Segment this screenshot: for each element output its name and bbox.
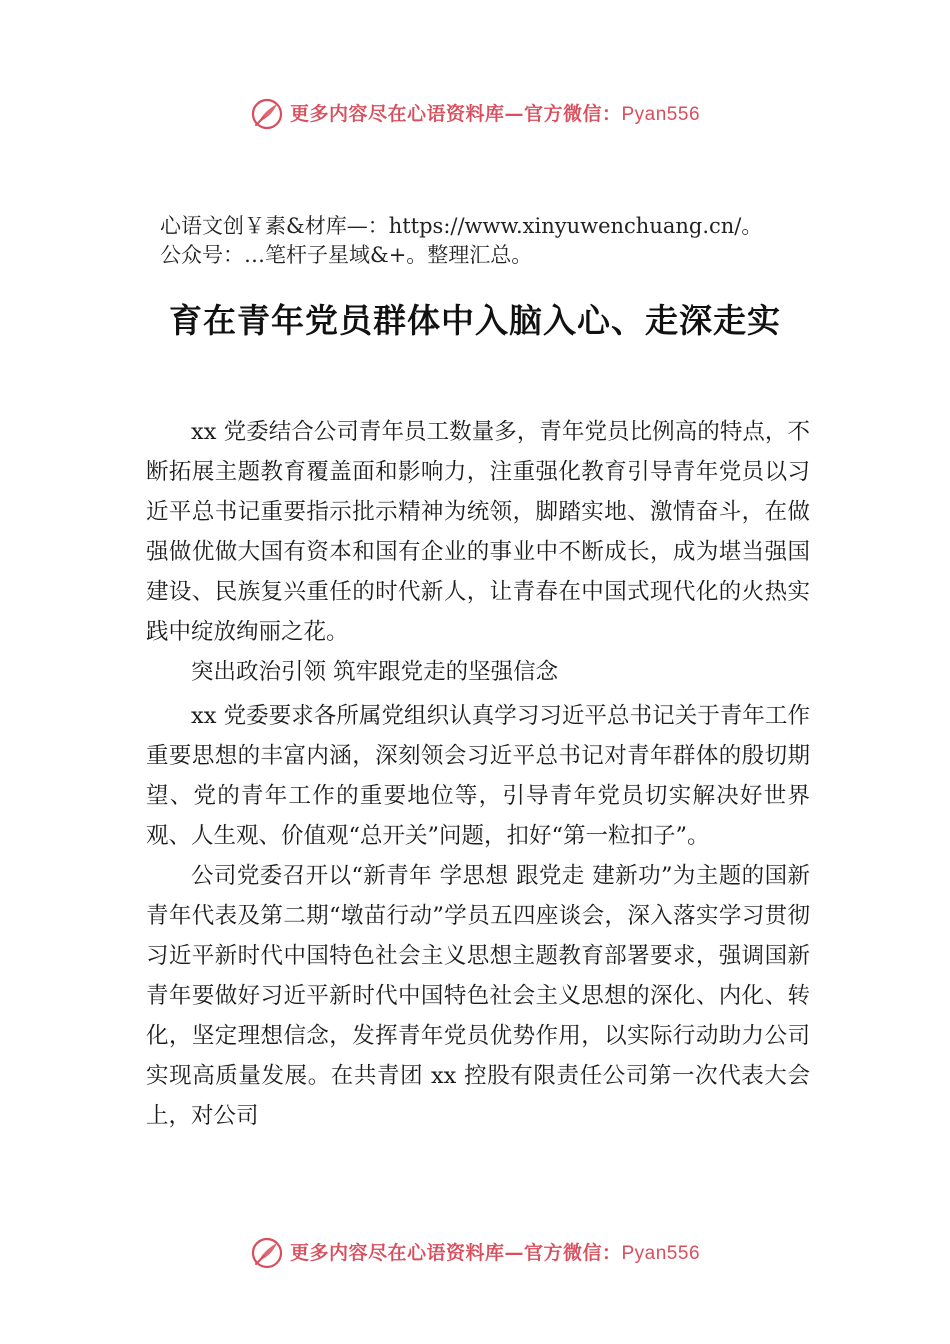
section-heading: 突出政治引领 筑牢跟党走的坚强信念: [191, 659, 559, 685]
body-paragraph: 公司党委召开以“新青年 学思想 跟党走 建新功”为主题的国新青年代表及第二期“墩苗行动”学员五四座谈会，深入落实学习贯彻习近平新时代中国特色社会主义思想主题教育部署要求，强调国新青年要做好习近平新时代中国特色社会主义思想的深化、内化、转化，坚定理想信念，发挥青年党员优势作用，以实际行动助力公司实现高质量发展。在共青团 xx 控股有限责任公司第一次代表大会上，对公司: [146, 863, 810, 1129]
body-paragraph: xx 党委要求各所属党组织认真学习习近平总书记关于青年工作重要思想的丰富内涵，深刻领会习近平总书记对青年群体的殷切期望、党的青年工作的重要地位等，引导青年党员切实解决好世界观、人生观、价值观“总开关”问题，扣好“第一粒扣子”。: [146, 703, 810, 849]
body-paragraph: xx 党委结合公司青年员工数量多，青年党员比例高的特点，不断拓展主题教育覆盖面和影响力，注重强化教育引导青年党员以习近平总书记重要指示批示精神为统领，脚踏实地、激情奋斗，在做强做优做大国有资本和国有企业的事业中不断成长，成为堪当强国建设、民族复兴重任的时代新人，让青春在中国式现代化的火热实践中绽放绚丽之花。: [146, 419, 810, 645]
feather-quill-icon: [250, 97, 284, 131]
watermark-footer: [0, 1236, 950, 1270]
watermark-text: 更多内容尽在心语资料库—官方微信：Pyan556: [289, 102, 701, 125]
document-title: 育在青年党员群体中入脑入心、走深走实: [169, 301, 781, 340]
watermark-header: [0, 97, 950, 131]
source-info: [160, 212, 860, 270]
watermark-text: 更多内容尽在心语资料库—官方微信：Pyan556: [289, 1241, 701, 1264]
document-body: [146, 412, 810, 1136]
source-line-website: 心语文创￥素&材库—：https://www.xinyuwenchuang.cn/。: [160, 214, 763, 238]
source-line-account: 公众号：…笔杆子星域&+。整理汇总。: [160, 243, 533, 267]
feather-quill-icon: [250, 1236, 284, 1270]
